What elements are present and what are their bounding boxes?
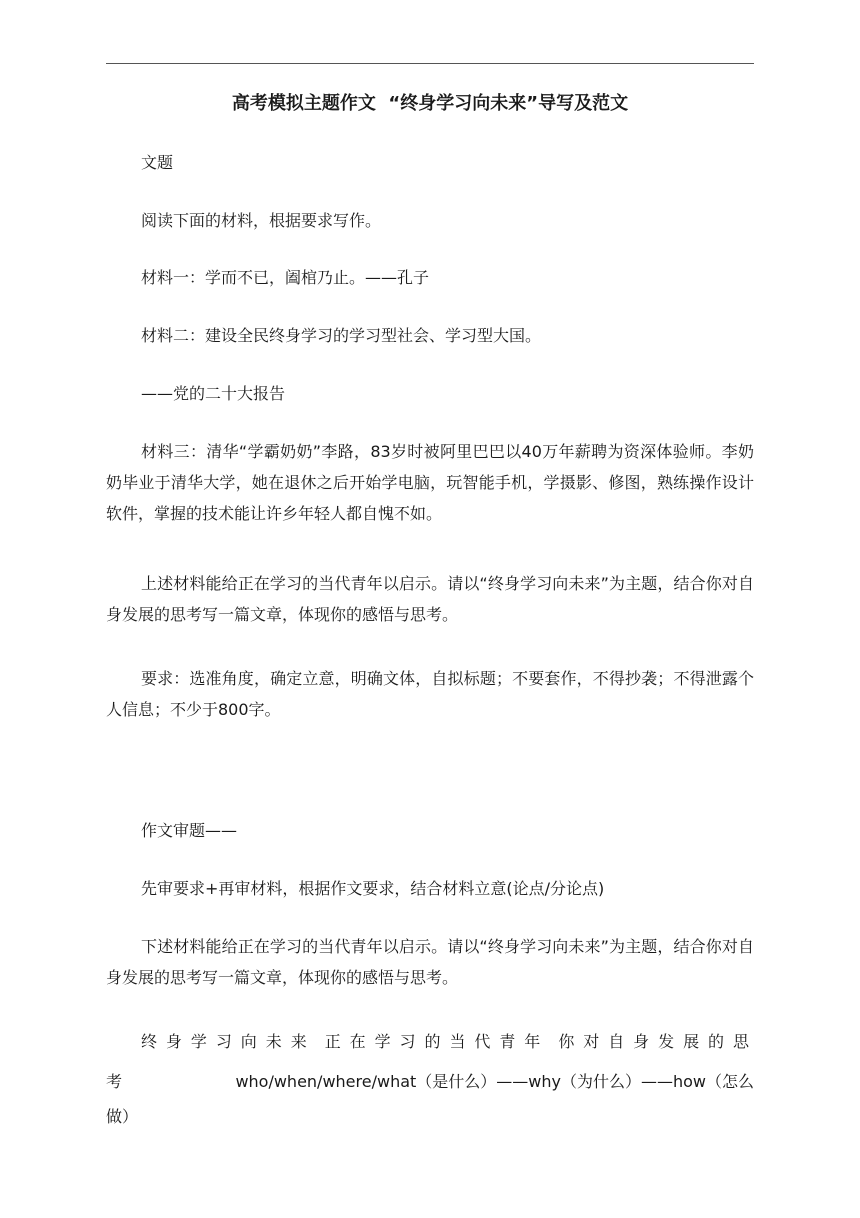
document-title: 高考模拟主题作文 “终身学习向未来”导写及范文 (231, 93, 629, 114)
label-wenti: 文题 (141, 153, 174, 172)
analysis-row (106, 1066, 754, 1097)
method-text: 先审要求+再审材料，根据作文要求，结合材料立意(论点/分论点) (141, 879, 605, 898)
keyword-row (106, 1026, 754, 1057)
writing-requirements: 要求：选准角度，确定立意，明确文体，自拟标题；不要套作，不得抄袭；不得泄露个人信息；不少于800字。 (106, 669, 754, 719)
keyword-lifelong: 终身学习向未来 (141, 1032, 316, 1051)
writing-prompt: 上述材料能给正在学习的当代青年以启示。请以“终身学习向未来”为主题，结合你对自身发展的思考写一篇文章，体现你的感悟与思考。 (106, 574, 754, 624)
material-three: 材料三：清华“学霸奶奶”李路，83岁时被阿里巴巴以40万年薪聘为资深体验师。李奶奶毕业于清华大学，她在退休之后开始学电脑，玩智能手机，学摄影、修图，熟练操作设计软件，掌握的技术能让许乡年轻人都自愧不如。 (106, 442, 754, 523)
keyword-youth: 正在学习的当代青年 (324, 1032, 550, 1051)
material-two-source: ——党的二十大报告 (141, 384, 286, 403)
section-heading: 作文审题—— (141, 821, 238, 840)
keyword-tail: 考 (106, 1072, 123, 1091)
prompt-repeat: 下述材料能给正在学习的当代青年以启示。请以“终身学习向未来”为主题，结合你对自身发展的思考写一篇文章，体现你的感悟与思考。 (106, 937, 754, 987)
analysis-tail: 做） (106, 1107, 139, 1126)
instruction-text: 阅读下面的材料，根据要求写作。 (141, 211, 382, 230)
header-rule (106, 63, 754, 64)
keyword-self-development: 你对自身发展的思 (558, 1032, 754, 1051)
analysis-steps: who/when/where/what（是什么）——why（为什么）——how（怎么 (235, 1072, 754, 1091)
material-two: 材料二：建设全民终身学习的学习型社会、学习型大国。 (141, 326, 542, 345)
material-one: 材料一：学而不已，阖棺乃止。——孔子 (141, 268, 430, 287)
